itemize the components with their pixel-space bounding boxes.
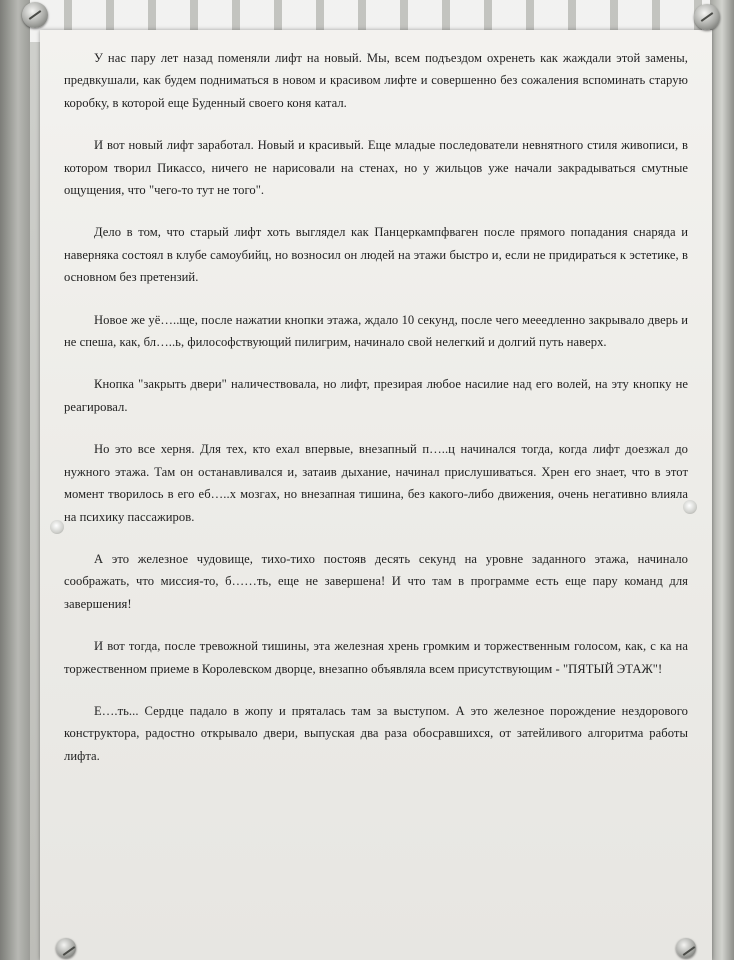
paragraph: Кнопка "закрыть двери" наличествовала, но лифт, презирая любое насилие над его волей, на эту кнопку не реагировал. [64,377,688,414]
tape-dot-left-icon [50,520,64,534]
screw-bottom-right-icon [676,938,696,958]
screw-bottom-left-icon [56,938,76,958]
paragraph: Е….ть... Сердце падало в жопу и пряталась там за выступом. А это железное порождение нездорового конструктора, радостно открывало двери, выпуская два раза обосравшихся, от затейливого алгоритма работы лифта. [64,703,688,763]
screw-top-left-icon [22,2,48,28]
paragraph: А это железное чудовище, тихо-тихо постояв десять секунд на уровне заданного этажа, начинало соображать, что миссия-то, б……ть, еще не завершена! И что там в программе есть еще пару команд для завершения! [64,551,688,611]
left-frame-bar [0,0,30,960]
paragraph: И вот новый лифт заработал. Новый и красивый. Еще младые последователи невнятного стиля живописи, в котором творил Пикассо, ничего не нарисовали на стенах, но у жильцов уже начали закрадываться смутные ощущения, что "чего-то тут не того". [64,138,688,198]
paragraph: И вот тогда, после тревожной тишины, эта железная хрень громким и торжественным голосом, как, с ка на торжественном приеме в Королевском дворце, внезапно объявляла всем присутствующим - "ПЯТЫЙ ЭТАЖ"! [64,639,688,676]
paragraph: Но это все херня. Для тех, кто ехал впервые, внезапный п…..ц начинался тогда, когда лифт доезжал до нужного этажа. Там он останавливался и, затаив дыхание, начинал прислушиваться. Хрен его знает, что в этот момент творилось в его еб…..х мозгах, но внезапная тишина, без какого-либо движения, очень негативно влияла на психику пассажиров. [64,442,688,524]
right-frame-bar [710,0,734,960]
screw-top-right-icon [694,4,720,30]
notice-text [64,47,688,787]
paragraph: Новое же уё…..ще, после нажатии кнопки этажа, ждало 10 секунд, после чего мееедленно закрывало дверь и не спеша, как, бл…..ь, философствующий пилигрим, начинало свой нелегкий и долгий путь наверх. [64,312,688,350]
paragraph: Дело в том, что старый лифт хоть выглядел как Панцеркампфваген после прямого попадания снаряда и наверняка состоял в клубе самоубийц, но возносил он людей на этажи быстро и, если не придираться к эстетике, в основном без претензий. [64,225,688,285]
paragraph: У нас пару лет назад поменяли лифт на новый. Мы, всем подъездом охренеть как жаждали этой замены, предвкушали, как будем подниматься в новом и красивом лифте и совершенно без сожаления вспоминать старую коробку, в которой еще Буденный своего коня катал. [64,51,688,110]
